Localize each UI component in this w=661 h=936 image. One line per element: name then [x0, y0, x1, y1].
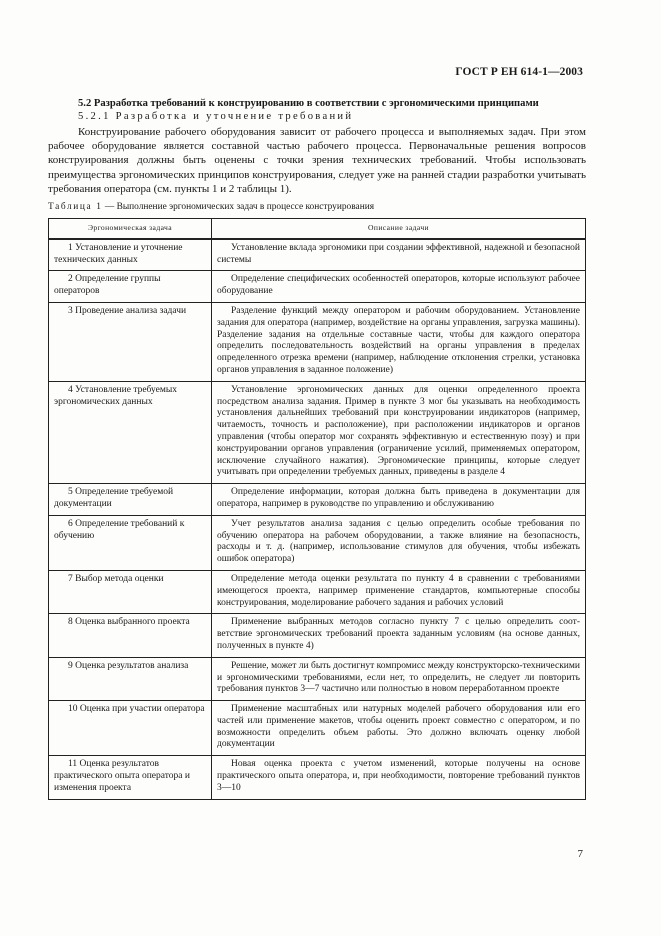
description-cell: Применение масштабных или натурных моделей рабочего оборудования или его частей или применение макетов, чтобы оценить проект совместно с оператором, и по возможности определить объем работы. Это должно включать оценку любой документации — [212, 701, 586, 756]
table-row — [49, 614, 586, 657]
intro-paragraph: Конструирование рабочего оборудования зависит от рабочего процесса и выполняемых задач. При этом рабочее оборудование является составной частью рабочего процесса. Первоначальные решения вопросов конструирования должны быть оценены с точки зрения технических требований. Чтобы использовать преимущества эргономических принципов конструирования, следует уже на ранней стадии разработки учитывать требования оператора (см. пункты 1 и 2 таблицы 1). — [48, 126, 586, 195]
table-row — [49, 657, 586, 700]
task-cell: 2 Определение группы операторов — [49, 271, 212, 303]
table-row — [49, 302, 586, 381]
table-caption-text: — Выполнение эргономических задач в процессе конструирования — [102, 202, 375, 212]
task-cell: 9 Оценка результатов анализа — [49, 657, 212, 700]
description-cell: Установление эргономических данных для оценки определенного проекта посредством анализа задания. Пример в пункте 3 мог бы указывать на необходимость установления дальнейших требований при конструировании индикаторов (например, читаемость, точность и расположение), при расположении индикаторов и органов управления (чтобы оператор мог сохранять эффективную и естественную позу) и при конструировании органов управления (ограничение усилий, применяемых оператором, исключение случайного нажатия). Эргономические принципы, которые следует учитывать при определении требуемых данных, приведены в разделе 4 — [212, 381, 586, 483]
task-cell: 10 Оценка при участии оператора — [49, 701, 212, 756]
table-caption-label: Таблица 1 — [48, 202, 103, 212]
task-cell: 1 Установление и уточнение технических данных — [49, 239, 212, 271]
description-cell: Определение специфических особенностей операторов, которые используют рабочее оборудование — [212, 271, 586, 303]
header-description: Описание задачи — [212, 219, 586, 239]
task-cell: 6 Определение требований к обучению — [49, 515, 212, 570]
task-cell: 3 Проведение анализа задачи — [49, 302, 212, 381]
task-cell: 11 Оценка результатов практического опыта оператора и изменения проекта — [49, 756, 212, 799]
table-row — [49, 515, 586, 570]
table-caption — [48, 202, 588, 212]
task-cell: 4 Установление требуемых эргономических данных — [49, 381, 212, 483]
table-header-row — [49, 219, 586, 239]
description-cell: Разделение функций между оператором и рабочим оборудованием. Установление задания для оператора (например, воздействие на органы управления, загрузка машины). Разделение задания на отдельные составные части, чтобы для каждого оператора определить последовательность воздействий на органы управления в пределах определенного отрезка времени (например, наблюдение отклонения стрелки, установка органов управления в заданное положение) — [212, 302, 586, 381]
table-row — [49, 701, 586, 756]
task-cell: 5 Определение требуемой документации — [49, 484, 212, 516]
table-row — [49, 570, 586, 613]
description-cell: Учет результатов анализа задания с целью определить особые требования по обучению оператора на рабочем оборудовании, а также влияние на безопасность, расходы и т. д. (например, использование стимулов для обучения, чтобы избежать ошибок оператора) — [212, 515, 586, 570]
header-task: Эргономическая задача — [49, 219, 212, 239]
table-row — [49, 756, 586, 799]
table-row — [49, 239, 586, 271]
subsection-title: 5.2.1 Разработка и уточнение требований — [78, 111, 354, 122]
table-row — [49, 381, 586, 483]
description-cell: Новая оценка проекта с учетом изменений, которые получены на основе практического опыта оператора, и, при необходимости, повторение требований пунктов 3—10 — [212, 756, 586, 799]
table-row — [49, 271, 586, 303]
description-cell: Установление вклада эргономики при создании эффективной, надежной и безопасной системы — [212, 239, 586, 271]
description-cell: Определение метода оценки результата по пункту 4 в сравнении с требованиями имеющегося проекта, например применение стандартов, компьютерные способы конструирования, моделирование рабочего задания и рабочих условий — [212, 570, 586, 613]
description-cell: Определение информации, которая должна быть приведена в документации для оператора, например в руководстве по управлению и обслуживанию — [212, 484, 586, 516]
document-code: ГОСТ Р ЕН 614-1—2003 — [455, 66, 583, 78]
task-cell: 7 Выбор метода оценки — [49, 570, 212, 613]
task-cell: 8 Оценка выбранного проекта — [49, 614, 212, 657]
ergonomic-tasks-table — [48, 218, 586, 800]
description-cell: Решение, может ли быть достигнут компромисс между конструкторско-техническими и эргономическими требованиями, если нет, то определить, не следует ли повторить требования пунктов 3—7 частично или полностью в новом переработанном проекте — [212, 657, 586, 700]
description-cell: Применение выбранных методов согласно пункту 7 с целью определить соот- ветствие эргономических требований проекта заданным условиям (на основе данных, полученных в пункте 4) — [212, 614, 586, 657]
table-row — [49, 484, 586, 516]
page-number: 7 — [577, 848, 583, 860]
section-title: 5.2 Разработка требований к конструированию в соответствии с эргономическими принципами — [78, 98, 539, 109]
